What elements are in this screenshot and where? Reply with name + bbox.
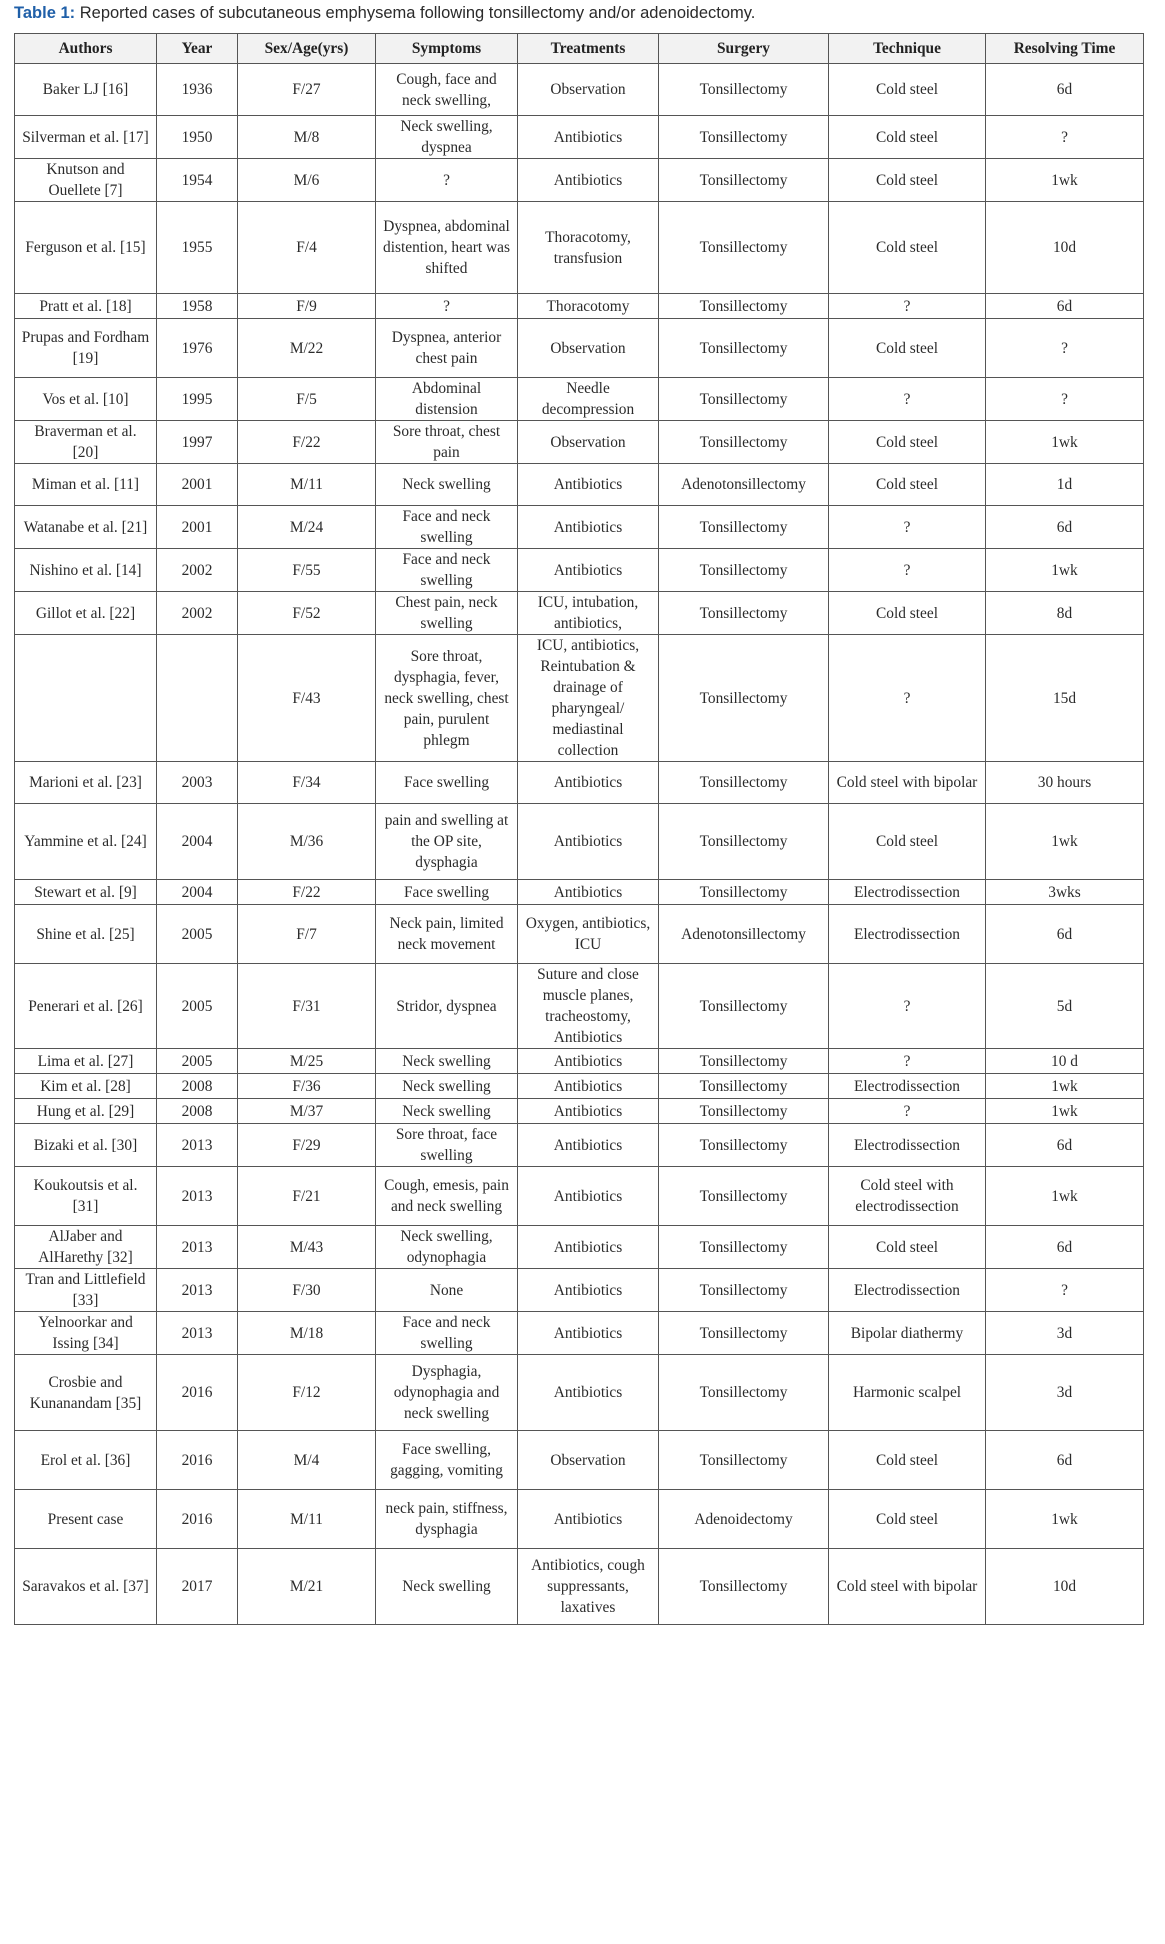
cell-authors: Prupas and Fordham [19] [15,319,157,378]
cell-surgery: Adenotonsillectomy [659,464,829,506]
header-technique: Technique [829,34,986,64]
cell-symptoms: Abdominal distension [376,378,518,421]
cell-year: 2008 [157,1099,238,1124]
cell-surgery: Tonsillectomy [659,964,829,1049]
cell-treatments: Antibiotics [518,1312,659,1355]
cell-sex-age: M/18 [238,1312,376,1355]
cell-year: 2013 [157,1124,238,1167]
cell-surgery: Tonsillectomy [659,1099,829,1124]
cell-year: 2013 [157,1226,238,1269]
cell-resolving-time: 3d [986,1312,1144,1355]
cell-year: 2002 [157,549,238,592]
cell-surgery: Tonsillectomy [659,1355,829,1431]
cell-treatments: Antibiotics [518,880,659,905]
cell-year: 2004 [157,880,238,905]
cell-year: 2016 [157,1490,238,1549]
cell-sex-age: M/43 [238,1226,376,1269]
cell-symptoms: Sore throat, chest pain [376,421,518,464]
cell-authors [15,635,157,762]
cell-authors: Gillot et al. [22] [15,592,157,635]
cell-treatments: Antibiotics [518,549,659,592]
cell-surgery: Tonsillectomy [659,1167,829,1226]
cell-treatments: Observation [518,1431,659,1490]
cell-technique: ? [829,1049,986,1074]
cell-sex-age: F/31 [238,964,376,1049]
cell-sex-age: F/52 [238,592,376,635]
cell-year: 2013 [157,1312,238,1355]
cell-resolving-time: 10 d [986,1049,1144,1074]
cell-technique: Electrodissection [829,1124,986,1167]
cell-symptoms: Stridor, dyspnea [376,964,518,1049]
cell-symptoms: Neck swelling [376,1074,518,1099]
cell-technique: Harmonic scalpel [829,1355,986,1431]
cell-authors: Watanabe et al. [21] [15,506,157,549]
cell-sex-age: F/36 [238,1074,376,1099]
cell-resolving-time: 15d [986,635,1144,762]
cell-symptoms: Face swelling [376,762,518,804]
table-caption-label: Table 1: [14,4,76,22]
cell-surgery: Tonsillectomy [659,804,829,880]
header-treatments: Treatments [518,34,659,64]
table-row [15,804,1144,880]
cell-technique: ? [829,549,986,592]
cell-symptoms: Face swelling, gagging, vomiting [376,1431,518,1490]
cell-year: 2001 [157,506,238,549]
table-row [15,1490,1144,1549]
cell-year: 2002 [157,592,238,635]
cell-authors: Vos et al. [10] [15,378,157,421]
cell-symptoms: Cough, face and neck swelling, [376,64,518,116]
table-row [15,506,1144,549]
table-row [15,880,1144,905]
cell-resolving-time: ? [986,116,1144,159]
cell-authors: Present case [15,1490,157,1549]
cell-year: 2013 [157,1167,238,1226]
cell-surgery: Tonsillectomy [659,549,829,592]
table-row [15,202,1144,294]
cell-surgery: Tonsillectomy [659,635,829,762]
cell-symptoms: pain and swelling at the OP site, dysphagia [376,804,518,880]
cell-technique: Cold steel [829,116,986,159]
table-row [15,294,1144,319]
cell-surgery: Tonsillectomy [659,319,829,378]
cell-year: 1958 [157,294,238,319]
cell-resolving-time: 1wk [986,1167,1144,1226]
table-row [15,319,1144,378]
cell-surgery: Tonsillectomy [659,1549,829,1625]
cell-symptoms: Dyspnea, abdominal distention, heart was shifted [376,202,518,294]
cell-symptoms: ? [376,294,518,319]
cell-treatments: ICU, intubation, antibiotics, [518,592,659,635]
cell-sex-age: M/37 [238,1099,376,1124]
cell-treatments: Antibiotics [518,762,659,804]
cell-surgery: Tonsillectomy [659,294,829,319]
cell-authors: Saravakos et al. [37] [15,1549,157,1625]
cell-sex-age: F/22 [238,880,376,905]
cell-year [157,635,238,762]
cell-technique: ? [829,964,986,1049]
cell-authors: Yammine et al. [24] [15,804,157,880]
cell-symptoms: Dyspnea, anterior chest pain [376,319,518,378]
cell-symptoms: Face and neck swelling [376,1312,518,1355]
cell-technique: Cold steel [829,1490,986,1549]
cell-surgery: Tonsillectomy [659,1312,829,1355]
cell-sex-age: F/21 [238,1167,376,1226]
cell-resolving-time: 1wk [986,804,1144,880]
table-row [15,421,1144,464]
cell-technique: Electrodissection [829,1269,986,1312]
cell-sex-age: F/22 [238,421,376,464]
cell-year: 2016 [157,1431,238,1490]
cell-treatments: Antibiotics [518,506,659,549]
cell-treatments: Thoracotomy [518,294,659,319]
cell-authors: Braverman et al. [20] [15,421,157,464]
table-row [15,964,1144,1049]
cell-year: 1936 [157,64,238,116]
cell-resolving-time: 1wk [986,159,1144,202]
cell-year: 1995 [157,378,238,421]
cell-year: 2005 [157,1049,238,1074]
header-symptoms: Symptoms [376,34,518,64]
cell-authors: Bizaki et al. [30] [15,1124,157,1167]
cell-symptoms: Neck swelling, odynophagia [376,1226,518,1269]
cell-authors: Hung et al. [29] [15,1099,157,1124]
cell-surgery: Tonsillectomy [659,159,829,202]
cell-resolving-time: 6d [986,1431,1144,1490]
cell-sex-age: M/4 [238,1431,376,1490]
cell-sex-age: F/9 [238,294,376,319]
cell-surgery: Tonsillectomy [659,1074,829,1099]
cell-technique: Cold steel [829,804,986,880]
cell-sex-age: M/25 [238,1049,376,1074]
header-sex-age: Sex/Age(yrs) [238,34,376,64]
cell-treatments: Antibiotics [518,1355,659,1431]
cell-resolving-time: 6d [986,64,1144,116]
table-row [15,1226,1144,1269]
cell-authors: Ferguson et al. [15] [15,202,157,294]
cell-resolving-time: 6d [986,905,1144,964]
cell-symptoms: Neck pain, limited neck movement [376,905,518,964]
cell-authors: Shine et al. [25] [15,905,157,964]
cell-surgery: Tonsillectomy [659,506,829,549]
table-row [15,1549,1144,1625]
cell-year: 2004 [157,804,238,880]
cell-resolving-time: 5d [986,964,1144,1049]
cell-resolving-time: 6d [986,506,1144,549]
cell-technique: Cold steel [829,64,986,116]
cell-resolving-time: 3wks [986,880,1144,905]
cell-technique: ? [829,635,986,762]
cell-resolving-time: 1wk [986,1490,1144,1549]
cell-symptoms: None [376,1269,518,1312]
cell-sex-age: M/22 [238,319,376,378]
cell-sex-age: F/12 [238,1355,376,1431]
cell-authors: AlJaber and AlHarethy [32] [15,1226,157,1269]
cell-authors: Kim et al. [28] [15,1074,157,1099]
cell-surgery: Tonsillectomy [659,1226,829,1269]
cell-symptoms: Neck swelling [376,1099,518,1124]
table-caption [14,2,755,24]
cell-treatments: Antibiotics [518,1049,659,1074]
cell-technique: Cold steel with bipolar [829,1549,986,1625]
table-row [15,159,1144,202]
cell-surgery: Adenoidectomy [659,1490,829,1549]
cell-technique: Cold steel [829,421,986,464]
cell-symptoms: Dysphagia, odynophagia and neck swelling [376,1355,518,1431]
cell-resolving-time: 6d [986,294,1144,319]
table-row [15,549,1144,592]
cell-treatments: Antibiotics [518,804,659,880]
cell-authors: Penerari et al. [26] [15,964,157,1049]
cell-year: 1954 [157,159,238,202]
cell-sex-age: F/29 [238,1124,376,1167]
table-row [15,592,1144,635]
header-surgery: Surgery [659,34,829,64]
cell-surgery: Tonsillectomy [659,1269,829,1312]
cell-treatments: Antibiotics [518,1099,659,1124]
header-authors: Authors [15,34,157,64]
cell-symptoms: Face swelling [376,880,518,905]
cell-treatments: Antibiotics [518,464,659,506]
cell-treatments: Suture and close muscle planes, tracheostomy, Antibiotics [518,964,659,1049]
table-row [15,1167,1144,1226]
cell-sex-age: F/30 [238,1269,376,1312]
cell-sex-age: F/55 [238,549,376,592]
cell-symptoms: Neck swelling, dyspnea [376,116,518,159]
cell-resolving-time: 8d [986,592,1144,635]
cell-treatments: Observation [518,421,659,464]
cell-year: 1997 [157,421,238,464]
cell-symptoms: Face and neck swelling [376,506,518,549]
table-caption-text: Reported cases of subcutaneous emphysema following tonsillectomy and/or adenoidectomy. [75,4,756,22]
cell-symptoms: Neck swelling [376,1549,518,1625]
cell-sex-age: M/11 [238,464,376,506]
cell-authors: Tran and Littlefield [33] [15,1269,157,1312]
cell-symptoms: ? [376,159,518,202]
cell-treatments: Thoracotomy, transfusion [518,202,659,294]
cell-symptoms: Neck swelling [376,1049,518,1074]
cell-surgery: Tonsillectomy [659,1049,829,1074]
cell-sex-age: F/34 [238,762,376,804]
header-year: Year [157,34,238,64]
cell-sex-age: M/24 [238,506,376,549]
table-row [15,635,1144,762]
cell-technique: ? [829,1099,986,1124]
cell-sex-age: F/4 [238,202,376,294]
cell-technique: ? [829,378,986,421]
table-row [15,1049,1144,1074]
cell-treatments: Antibiotics [518,1269,659,1312]
cell-resolving-time: 10d [986,202,1144,294]
cell-sex-age: F/43 [238,635,376,762]
cell-year: 2001 [157,464,238,506]
cell-surgery: Tonsillectomy [659,1124,829,1167]
cell-technique: ? [829,506,986,549]
cell-year: 2013 [157,1269,238,1312]
cell-treatments: Antibiotics [518,159,659,202]
cell-year: 2003 [157,762,238,804]
cell-technique: Cold steel with bipolar [829,762,986,804]
cell-authors: Stewart et al. [9] [15,880,157,905]
table-header-row [15,34,1144,64]
cell-symptoms: Neck swelling [376,464,518,506]
cell-year: 1955 [157,202,238,294]
cell-year: 2005 [157,964,238,1049]
table-row [15,762,1144,804]
cell-surgery: Tonsillectomy [659,592,829,635]
table-row [15,464,1144,506]
cell-authors: Pratt et al. [18] [15,294,157,319]
cell-authors: Crosbie and Kunanandam [35] [15,1355,157,1431]
cell-technique: Cold steel [829,592,986,635]
cell-technique: Cold steel [829,159,986,202]
table-row [15,1074,1144,1099]
cell-symptoms: Sore throat, dysphagia, fever, neck swelling, chest pain, purulent phlegm [376,635,518,762]
cell-treatments: Observation [518,64,659,116]
cell-authors: Erol et al. [36] [15,1431,157,1490]
cell-technique: Cold steel [829,1226,986,1269]
cell-technique: Electrodissection [829,1074,986,1099]
cell-resolving-time: 1wk [986,1074,1144,1099]
cell-treatments: Antibiotics [518,1490,659,1549]
cell-technique: Cold steel [829,319,986,378]
cell-authors: Knutson and Ouellete [7] [15,159,157,202]
cell-resolving-time: ? [986,1269,1144,1312]
cell-surgery: Tonsillectomy [659,421,829,464]
cell-surgery: Tonsillectomy [659,762,829,804]
cell-technique: Cold steel with electrodissection [829,1167,986,1226]
cell-symptoms: Face and neck swelling [376,549,518,592]
cell-resolving-time: 30 hours [986,762,1144,804]
table-row [15,64,1144,116]
cell-surgery: Tonsillectomy [659,116,829,159]
table-row [15,1124,1144,1167]
cell-authors: Nishino et al. [14] [15,549,157,592]
cell-treatments: Antibiotics [518,1124,659,1167]
cell-authors: Baker LJ [16] [15,64,157,116]
table-row [15,1099,1144,1124]
cell-resolving-time: ? [986,378,1144,421]
cell-resolving-time: ? [986,319,1144,378]
table-row [15,1312,1144,1355]
cell-symptoms: neck pain, stiffness, dysphagia [376,1490,518,1549]
cell-resolving-time: 6d [986,1226,1144,1269]
cell-treatments: Antibiotics, cough suppressants, laxatives [518,1549,659,1625]
cell-authors: Silverman et al. [17] [15,116,157,159]
cell-treatments: Needle decompression [518,378,659,421]
cell-technique: Electrodissection [829,905,986,964]
cell-symptoms: Cough, emesis, pain and neck swelling [376,1167,518,1226]
cell-sex-age: F/7 [238,905,376,964]
cell-technique: Bipolar diathermy [829,1312,986,1355]
header-resolving-time: Resolving Time [986,34,1144,64]
cell-sex-age: M/36 [238,804,376,880]
cell-sex-age: M/8 [238,116,376,159]
cell-technique: Cold steel [829,464,986,506]
cell-treatments: Antibiotics [518,1226,659,1269]
cell-surgery: Tonsillectomy [659,378,829,421]
cell-resolving-time: 1wk [986,549,1144,592]
cell-resolving-time: 6d [986,1124,1144,1167]
cell-year: 1950 [157,116,238,159]
cell-authors: Marioni et al. [23] [15,762,157,804]
cell-sex-age: M/6 [238,159,376,202]
cell-treatments: Antibiotics [518,1167,659,1226]
cell-technique: ? [829,294,986,319]
cell-resolving-time: 1d [986,464,1144,506]
cell-technique: Cold steel [829,202,986,294]
cell-year: 2017 [157,1549,238,1625]
cell-resolving-time: 1wk [986,1099,1144,1124]
cell-authors: Yelnoorkar and Issing [34] [15,1312,157,1355]
cell-treatments: Oxygen, antibiotics, ICU [518,905,659,964]
cell-authors: Lima et al. [27] [15,1049,157,1074]
cell-symptoms: Sore throat, face swelling [376,1124,518,1167]
table-row [15,905,1144,964]
cell-surgery: Tonsillectomy [659,1431,829,1490]
table-body [15,64,1144,1625]
cell-technique: Electrodissection [829,880,986,905]
case-reports-table [14,33,1144,1625]
cell-authors: Koukoutsis et al. [31] [15,1167,157,1226]
table-row [15,378,1144,421]
cell-treatments: Observation [518,319,659,378]
cell-resolving-time: 1wk [986,421,1144,464]
cell-resolving-time: 3d [986,1355,1144,1431]
cell-authors: Miman et al. [11] [15,464,157,506]
cell-resolving-time: 10d [986,1549,1144,1625]
cell-surgery: Tonsillectomy [659,202,829,294]
cell-surgery: Tonsillectomy [659,880,829,905]
cell-sex-age: M/21 [238,1549,376,1625]
cell-symptoms: Chest pain, neck swelling [376,592,518,635]
cell-year: 2008 [157,1074,238,1099]
cell-technique: Cold steel [829,1431,986,1490]
cell-year: 2016 [157,1355,238,1431]
table-row [15,1355,1144,1431]
cell-treatments: Antibiotics [518,116,659,159]
cell-treatments: Antibiotics [518,1074,659,1099]
cell-sex-age: F/27 [238,64,376,116]
cell-treatments: ICU, antibiotics, Reintubation & drainage of pharyngeal/ mediastinal collection [518,635,659,762]
table-row [15,1431,1144,1490]
cell-sex-age: F/5 [238,378,376,421]
cell-surgery: Tonsillectomy [659,64,829,116]
cell-year: 1976 [157,319,238,378]
cell-sex-age: M/11 [238,1490,376,1549]
cell-surgery: Adenotonsillectomy [659,905,829,964]
table-row [15,1269,1144,1312]
table-row [15,116,1144,159]
cell-year: 2005 [157,905,238,964]
